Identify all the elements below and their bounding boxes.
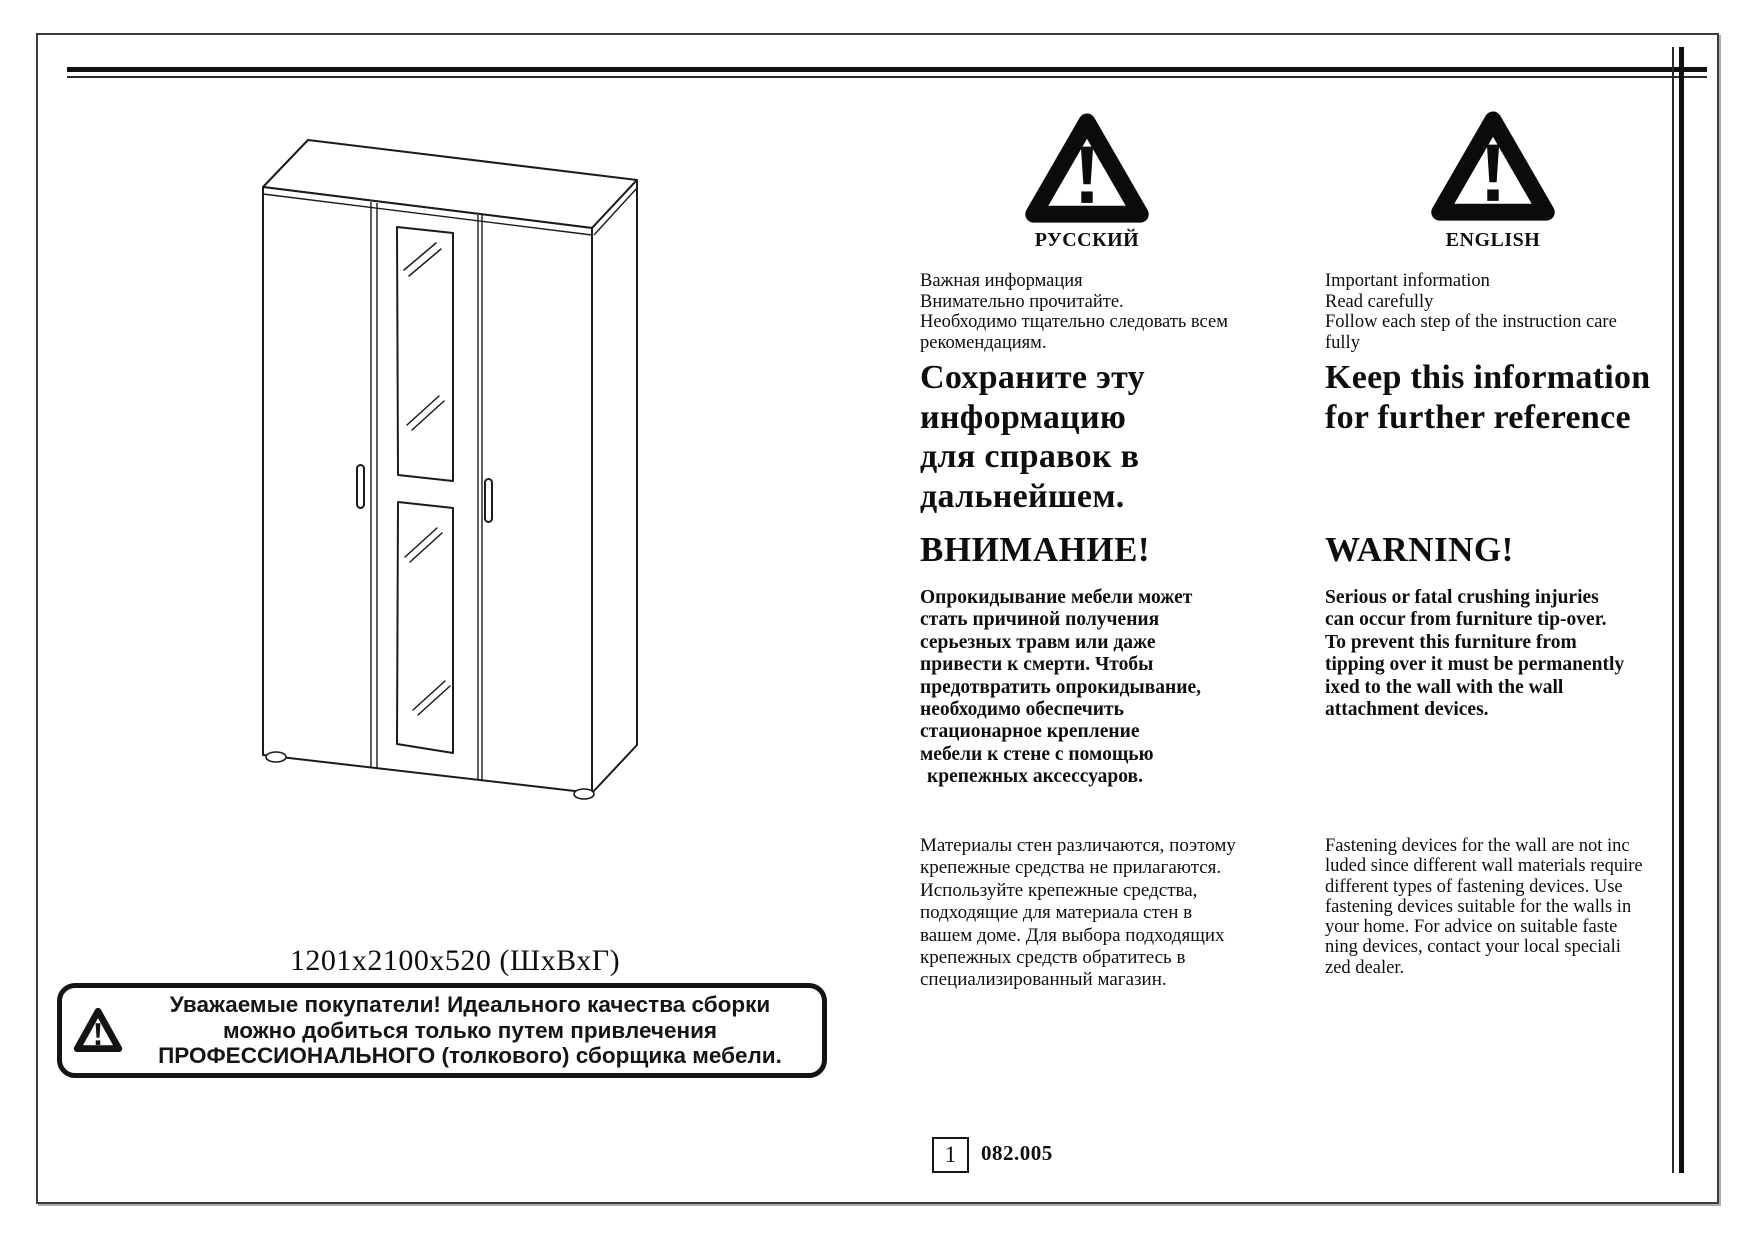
english-fastening-paragraph — [1325, 836, 1643, 978]
warning-triangle-icon — [1428, 108, 1558, 228]
english-warning-paragraph — [1325, 587, 1624, 721]
heading-line: для справок в — [920, 438, 1140, 475]
text-line: fully — [1325, 332, 1360, 353]
russian-fastening-paragraph — [920, 835, 1236, 992]
russian-column-label: РУССКИЙ — [1034, 229, 1140, 251]
text-line: can occur from furniture tip-over. — [1325, 609, 1607, 631]
text-line: рекомендациям. — [920, 332, 1047, 353]
text-line: крепежных аксессуаров. — [927, 766, 1143, 788]
text-line: Follow each step of the instruction care — [1325, 312, 1617, 332]
text-line: different types of fastening devices. Use — [1325, 876, 1623, 897]
text-line: необходимо обеспечить — [920, 699, 1124, 721]
foot-right — [574, 789, 594, 799]
russian-keep-heading — [920, 358, 1145, 516]
text-line: Read carefully — [1325, 291, 1434, 312]
text-line: Опрокидывание мебели может — [920, 587, 1193, 608]
right-rule-thick — [1679, 47, 1684, 1173]
text-line: стать причиной получения — [920, 609, 1160, 631]
document-code: 082.005 — [981, 1141, 1053, 1165]
text-line: крепежные средства не прилагаются. — [920, 857, 1222, 879]
warning-triangle-icon — [1022, 110, 1152, 230]
russian-intro — [920, 271, 1228, 353]
text-line: крепежных средств обратитесь в — [920, 947, 1186, 969]
text-line: Материалы стен различаются, поэтому — [920, 835, 1236, 856]
heading-line: дальнейшем. — [920, 477, 1125, 515]
text-line: Необходимо тщательно следовать всем — [920, 312, 1228, 332]
text-line: Используйте крепежные средства, — [920, 879, 1198, 901]
text-line: attachment devices. — [1325, 699, 1489, 721]
english-column-label: ENGLISH — [1445, 229, 1541, 251]
assembly-notice-box — [57, 983, 827, 1078]
dimensions-caption: 1201x2100x520 (ШхВхГ) — [289, 944, 621, 977]
text-line: ning devices, contact your local speciali — [1325, 937, 1621, 958]
text-line: серьезных травм или даже — [920, 631, 1156, 653]
text-line: zed dealer. — [1325, 957, 1405, 978]
wardrobe-drawing — [230, 115, 650, 815]
text-line: tipping over it must be permanently — [1325, 654, 1625, 676]
text-line: To prevent this furniture from — [1325, 631, 1577, 653]
english-intro — [1325, 271, 1617, 353]
page-number-box: 1 — [932, 1137, 969, 1173]
notice-line: можно добиться только путем привлечения — [222, 1017, 718, 1043]
text-line: fastening devices suitable for the walls in — [1325, 896, 1632, 917]
text-line: вашем доме. Для выбора подходящих — [920, 924, 1225, 946]
top-rule-thin — [67, 76, 1707, 78]
text-line: подходящие для материала стен в — [920, 902, 1193, 924]
heading-line: Сохраните эту — [920, 359, 1145, 396]
text-line: Fastening devices for the wall are not inc — [1325, 836, 1630, 856]
top-rule-thick — [67, 67, 1707, 72]
russian-warning-title: ВНИМАНИЕ! — [920, 530, 1151, 569]
text-line: ixed to the wall with the wall — [1325, 676, 1564, 698]
text-line: Внимательно прочитайте. — [920, 291, 1124, 312]
door-handle-left — [357, 465, 364, 508]
text-line: Важная информация — [920, 271, 1083, 291]
door-handle-right — [485, 479, 492, 522]
english-keep-heading — [1325, 358, 1651, 437]
notice-line: Уважаемые покупатели! Идеального качества сборки — [169, 992, 771, 1018]
right-rule-thin — [1672, 47, 1674, 1173]
assembly-notice-text — [124, 992, 816, 1069]
heading-line: for further reference — [1325, 398, 1631, 436]
heading-line: Keep this information — [1325, 359, 1651, 396]
foot-left — [266, 752, 286, 762]
text-line: привести к смерти. Чтобы — [920, 654, 1154, 676]
english-warning-title: WARNING! — [1325, 530, 1514, 569]
notice-line: ПРОФЕССИОНАЛЬНОГО (толкового) сборщика мебели. — [158, 1043, 782, 1069]
warning-triangle-icon — [72, 1000, 124, 1062]
heading-line: информацию — [920, 398, 1127, 436]
text-line: luded since different wall materials require — [1325, 856, 1643, 877]
russian-warning-paragraph — [920, 587, 1201, 789]
text-line: Serious or fatal crushing injuries — [1325, 587, 1599, 608]
text-line: предотвратить опрокидывание, — [920, 676, 1202, 698]
text-line: your home. For advice on suitable faste — [1325, 917, 1618, 938]
text-line: мебели к стене с помощью — [920, 743, 1154, 765]
text-line: специализированный магазин. — [920, 969, 1167, 991]
text-line: стационарное крепление — [920, 721, 1140, 743]
text-line: Important information — [1325, 271, 1490, 291]
